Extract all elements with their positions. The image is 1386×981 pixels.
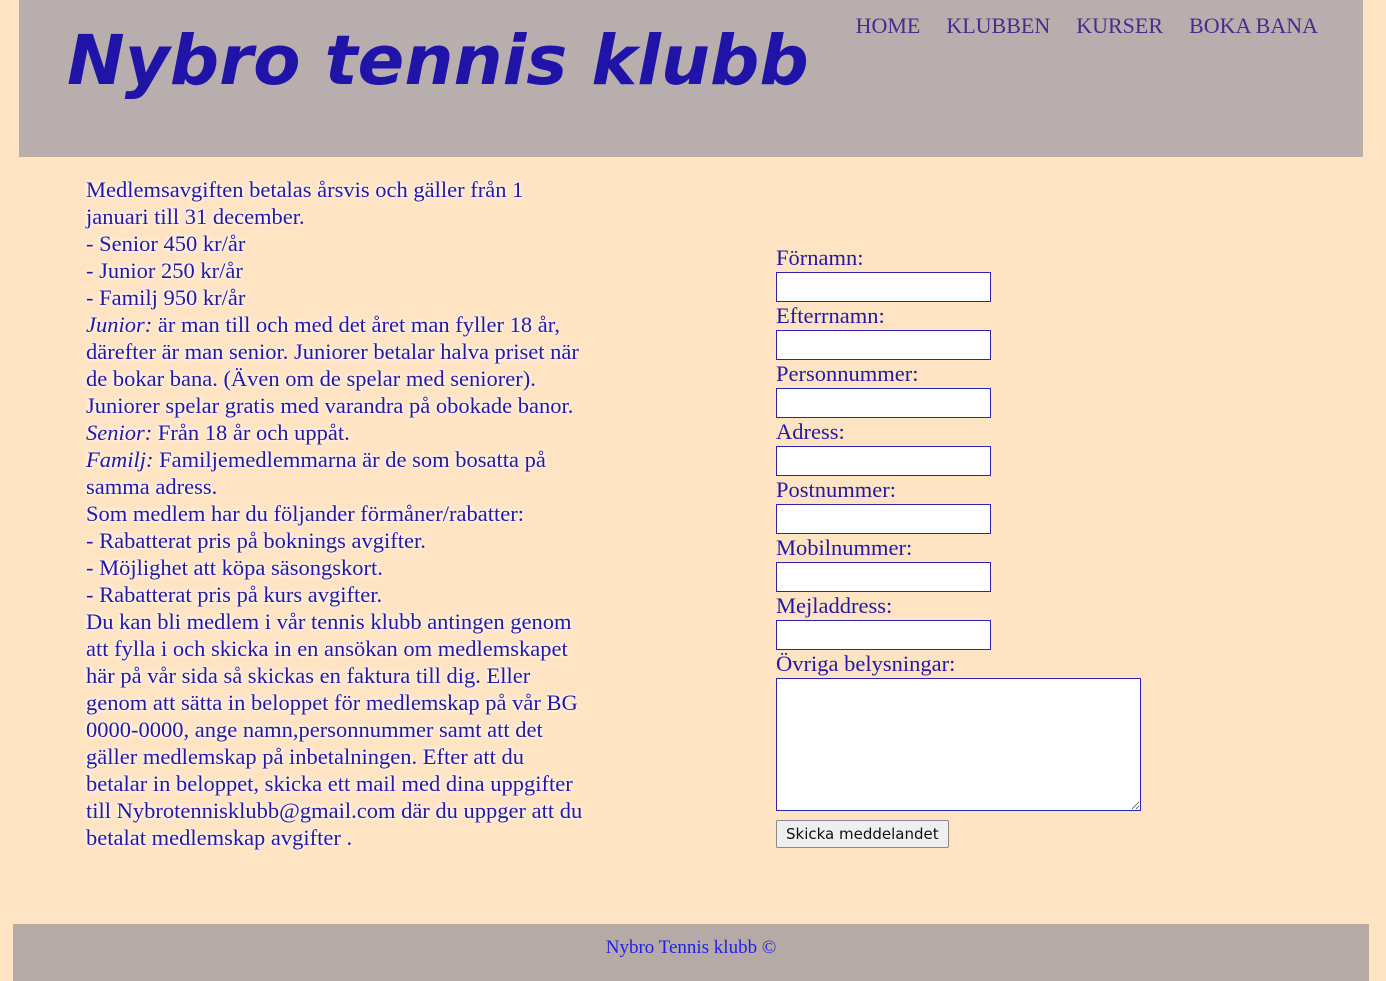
site-title: Nybro tennis klubb [67,21,809,101]
adress-input[interactable] [776,446,991,476]
fee-familj: - Familj 950 kr/år [86,285,246,310]
fornamn-input[interactable] [776,272,991,302]
closing-text: Du kan bli medlem i vår tennis klubb antingen genom att fylla i och skicka in en ansökan om medlemskapet här på vår sida så skickas en faktura till dig. Eller genom att sätta in beloppet för medlemskap på vår BG 0000-0000, ange namn,personnummer samt att det gäller medlemskap på inbetalningen. Efter att du betalar in beloppet, skicka ett mail med dina uppgifter till Nybrotennisklubb@gmail.com där du uppger att du betalat medlemskap avgifter . [86,609,583,850]
junior-description [86,311,588,419]
familj-description [86,446,588,500]
senior-label: Senior: [86,420,153,445]
nav-kurser-link[interactable]: KURSER [1076,13,1164,38]
familj-text: Familjemedlemmarna är de som bosatta på samma adress. [86,447,546,499]
efternamn-label: Efterrnamn: [776,303,885,328]
main-nav [856,12,1318,40]
mobilnummer-input[interactable] [776,562,991,592]
membership-info [86,176,588,851]
benefit-item: - Rabatterat pris på kurs avgifter. [86,582,383,607]
junior-text: är man till och med det året man fyller 18 år, därefter är man senior. Juniorer betalar halva priset när de bokar bana. (Även om de spelar med seniorer). Juniorer spelar gratis med varandra på obokade banor. [86,312,579,418]
nav-home-link[interactable]: HOME [855,13,921,38]
postnummer-input[interactable] [776,504,991,534]
senior-text: Från 18 år och uppåt. [152,420,350,445]
nav-klubben-link[interactable]: KLUBBEN [946,13,1051,38]
intro-text: Medlemsavgiften betalas årsvis och gäller från 1 januari till 31 december. [86,177,524,229]
junior-label: Junior: [86,312,153,337]
adress-label: Adress: [776,419,845,444]
mejladdress-input[interactable] [776,620,991,650]
benefit-item: - Rabatterat pris på boknings avgifter. [86,528,426,553]
postnummer-label: Postnummer: [776,477,897,502]
mobilnummer-label: Mobilnummer: [776,535,913,560]
benefits-heading: Som medlem har du följander förmåner/rabatter: [86,501,524,526]
efternamn-input[interactable] [776,330,991,360]
footer-text: Nybro Tennis klubb © [605,937,777,958]
membership-form [776,244,1176,848]
site-header [19,0,1363,157]
personnummer-label: Personnummer: [776,361,919,386]
nav-boka-bana-link[interactable]: BOKA BANA [1189,13,1318,38]
personnummer-input[interactable] [776,388,991,418]
site-footer [13,924,1369,981]
submit-button[interactable]: Skicka meddelandet [776,820,949,848]
fee-junior: - Junior 250 kr/år [86,258,243,283]
mejladdress-label: Mejladdress: [776,593,893,618]
fornamn-label: Förnamn: [776,245,864,270]
ovriga-textarea[interactable] [776,678,1141,811]
senior-description [86,419,588,446]
benefit-item: - Möjlighet att köpa säsongskort. [86,555,383,580]
ovriga-label: Övriga belysningar: [776,651,956,676]
familj-label: Familj: [86,447,154,472]
fee-senior: - Senior 450 kr/år [86,231,246,256]
